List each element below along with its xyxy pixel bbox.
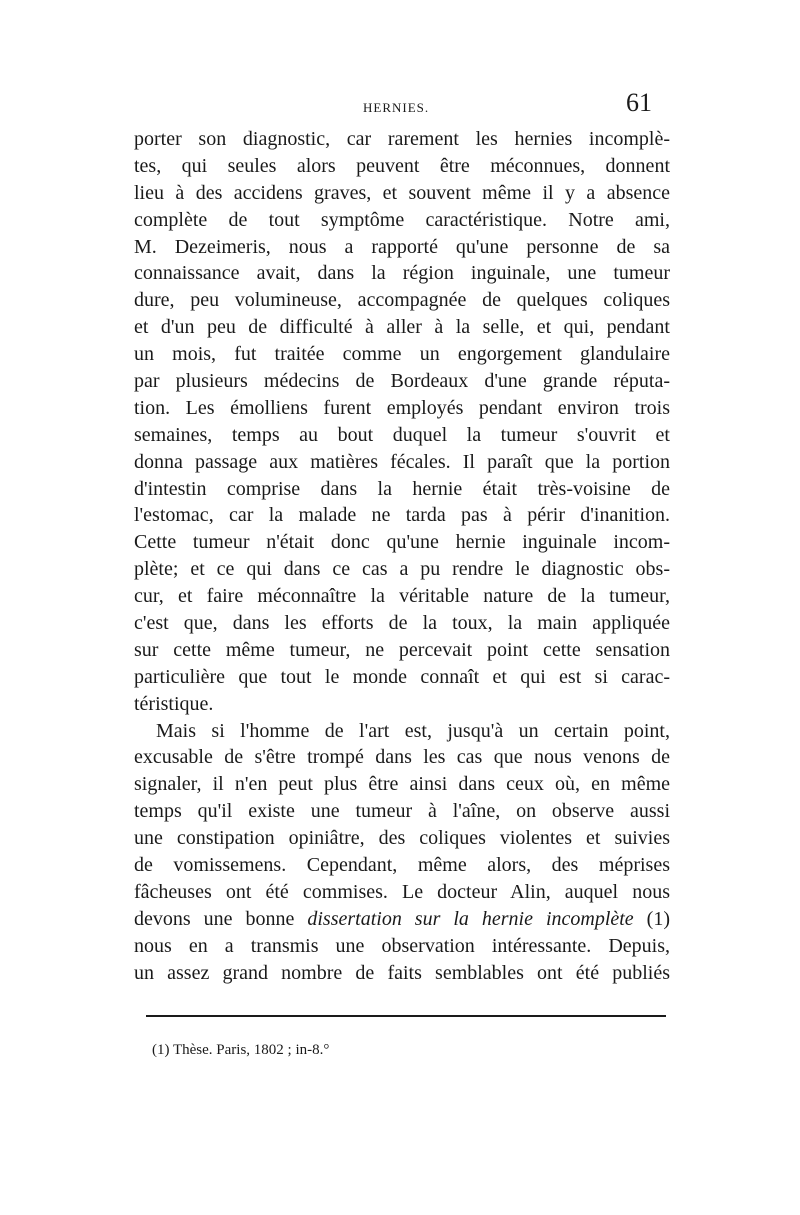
text-line: semaines, temps au bout duquel la tumeur s'ouvrit et xyxy=(134,423,670,446)
text-line: une constipation opiniâtre, des coliques violentes et suivies xyxy=(134,827,670,850)
text-line: excusable de s'être trompé dans les cas que nous venons de xyxy=(134,746,670,769)
text-line: et d'un peu de difficulté à aller à la selle, et qui, pendant xyxy=(134,316,670,339)
text-segment: devons une bonne xyxy=(134,907,308,930)
text-line: l'estomac, car la malade ne tarda pas à périr d'inanition. xyxy=(134,504,670,527)
text-line: plète; et ce qui dans ce cas a pu rendre le diagnostic obs- xyxy=(134,558,670,581)
text-line: d'intestin comprise dans la hernie était très-voisine de xyxy=(134,477,670,500)
text-line: particulière que tout le monde connaît et qui est si carac- xyxy=(134,665,670,688)
text-line: dure, peu volumineuse, accompagnée de quelques coliques xyxy=(134,289,670,312)
text-line: lieu à des accidens graves, et souvent même il y a absence xyxy=(134,181,670,204)
text-line: complète de tout symptôme caractéristique. Notre ami, xyxy=(134,208,670,231)
footnote-reference: (1) xyxy=(633,907,670,930)
text-line: connaissance avait, dans la région inguinale, une tumeur xyxy=(134,262,670,285)
text-line: Mais si l'homme de l'art est, jusqu'à un certain point, xyxy=(156,719,670,742)
footnote: (1) Thèse. Paris, 1802 ; in-8.° xyxy=(152,1042,330,1058)
text-line: c'est que, dans les efforts de la toux, la main appliquée xyxy=(134,612,670,635)
text-line: tes, qui seules alors peuvent être méconnues, donnent xyxy=(134,154,670,177)
text-line: fâcheuses ont été commises. Le docteur Alin, auquel nous xyxy=(134,880,670,903)
text-line: signaler, il n'en peut plus être ainsi dans ceux où, en même xyxy=(134,773,670,796)
running-title: HERNIES. xyxy=(363,100,430,115)
footnote-divider xyxy=(146,1015,666,1017)
text-line: cur, et faire méconnaître la véritable nature de la tumeur, xyxy=(134,585,670,608)
text-line: un mois, fut traitée comme un engorgement glandulaire xyxy=(134,343,670,366)
text-line: un assez grand nombre de faits semblables ont été publiés xyxy=(134,961,670,984)
body-text xyxy=(134,126,670,987)
text-line: donna passage aux matières fécales. Il paraît que la portion xyxy=(134,450,670,473)
italic-title: dissertation sur la hernie incomplète xyxy=(307,907,634,930)
text-line: porter son diagnostic, car rarement les hernies incomplè- xyxy=(134,128,670,150)
text-line: tion. Les émolliens furent employés pendant environ trois xyxy=(134,396,670,419)
text-line: par plusieurs médecins de Bordeaux d'une grande réputa- xyxy=(134,370,670,393)
text-line: de vomissemens. Cependant, même alors, des méprises xyxy=(134,854,670,877)
page-number: 61 xyxy=(626,88,652,117)
text-line: temps qu'il existe une tumeur à l'aîne, on observe aussi xyxy=(134,800,670,823)
text-line-with-italic xyxy=(134,906,670,933)
text-line: nous en a transmis une observation intéressante. Depuis, xyxy=(134,934,670,957)
text-line: téristique. xyxy=(134,692,214,715)
text-line: Cette tumeur n'était donc qu'une hernie inguinale incom- xyxy=(134,531,670,554)
text-line: sur cette même tumeur, ne percevait point cette sensation xyxy=(134,638,670,661)
text-line: M. Dezeimeris, nous a rapporté qu'une personne de sa xyxy=(134,235,670,258)
